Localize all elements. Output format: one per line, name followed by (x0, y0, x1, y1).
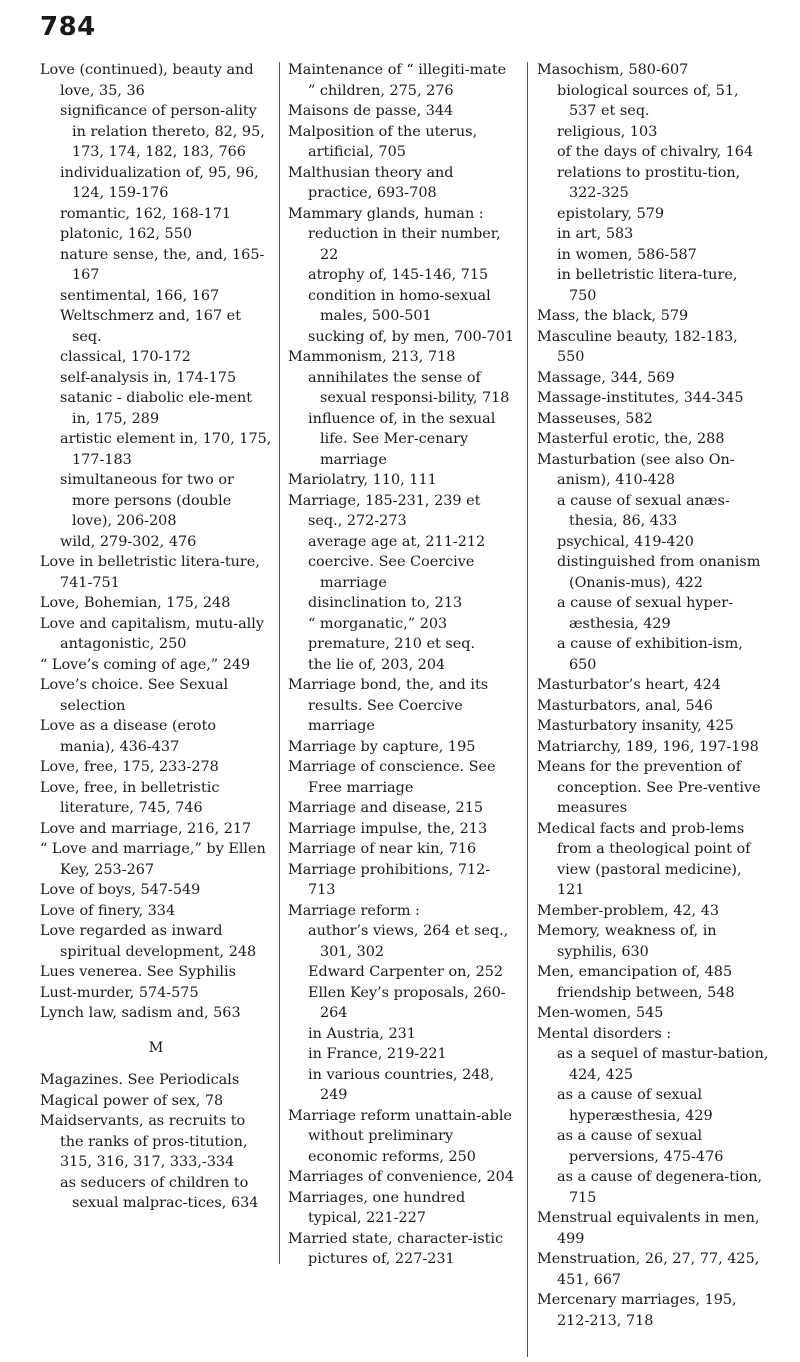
index-entry: Masochism, 580-607 (537, 62, 689, 78)
index-subentry: in Austria, 231 (308, 1025, 416, 1042)
index-subentry: epistolary, 579 (557, 205, 665, 222)
index-entry: Masturbatory insanity, 425 (537, 718, 734, 734)
index-entry: Marriage, 185-231, 239 et seq., 272-273 (288, 492, 481, 529)
index-subentry: atrophy of, 145-146, 715 (308, 267, 489, 283)
index-entry: Marriage impulse, the, 213 (288, 820, 488, 837)
index-entry: Marriage of conscience. See Free marriage (288, 759, 496, 796)
index-subentry: satanic - diabolic ele-ment in, 175, 289 (60, 390, 253, 427)
index-entry: Love as a disease (eroto mania), 436-437 (40, 718, 217, 755)
index-entry: Menstrual equivalents in men, 499 (537, 1210, 760, 1247)
index-subentry: Ellen Key’s proposals, 260-264 (308, 984, 506, 1021)
index-subentry: Edward Carpenter on, 252 (308, 964, 504, 980)
index-subentry: in various countries, 248, 249 (308, 1066, 495, 1103)
index-entry: Memory, weakness of, in syphilis, 630 (537, 923, 717, 960)
index-entry: Masseuses, 582 (537, 410, 653, 427)
index-entry: Mariolatry, 110, 111 (288, 472, 437, 488)
index-entry: Mental disorders : (537, 1025, 672, 1042)
index-entry: Lynch law, sadism and, 563 (40, 1005, 241, 1021)
index-entry: Men, emancipation of, 485 (537, 964, 733, 980)
index-subentry: disinclination to, 213 (308, 595, 463, 611)
index-entry: Lues venerea. See Syphilis (40, 964, 236, 980)
index-subentry: biological sources of, 51, 537 et seq. (557, 82, 739, 119)
index-subentry: a cause of sexual anæs-thesia, 86, 433 (557, 492, 730, 529)
index-subentry: classical, 170-172 (60, 349, 191, 365)
index-subentry: in art, 583 (557, 226, 634, 242)
index-subentry: reduction in their number, 22 (308, 226, 501, 263)
column-rule-1 (279, 62, 280, 1264)
index-entry: Malposition of the uterus, artificial, 705 (288, 123, 478, 160)
index-entry: Masturbation (see also On-anism), 410-428 (537, 451, 735, 488)
index-subentry: as a cause of degenera-tion, 715 (557, 1169, 763, 1206)
index-subentry: distinguished from onanism (Onanis-mus), 422 (557, 554, 761, 591)
index-entry: Maidservants, as recruits to the ranks of pros-titution, 315, 316, 317, 333,-334 (40, 1113, 248, 1170)
index-subentry: as a cause of sexual perversions, 475-476 (557, 1128, 724, 1165)
index-subentry: religious, 103 (557, 123, 658, 140)
index-entry: Men-women, 545 (537, 1005, 664, 1021)
index-subentry: nature sense, the, and, 165-167 (60, 246, 265, 283)
index-entry: Means for the prevention of conception. See Pre-ventive measures (537, 759, 761, 816)
index-entry: “ Love and marriage,” by Ellen Key, 253-267 (40, 841, 266, 878)
index-entry: Marriages of convenience, 204 (288, 1169, 514, 1185)
index-entry: Love, free, in belletristic literature, 745, 746 (40, 779, 220, 816)
index-subentry: individualization of, 95, 96, 124, 159-176 (60, 164, 259, 201)
index-entry: Love and capitalism, mutu-ally antagonistic, 250 (40, 615, 265, 652)
index-entry: Medical facts and prob-lems from a theological point of view (pastoral medicine), 121 (537, 820, 751, 898)
index-column-1 (40, 60, 272, 1214)
index-subentry: as seducers of children to sexual malprac-tices, 634 (60, 1174, 259, 1211)
index-entry: Love’s choice. See Sexual selection (40, 677, 229, 714)
index-subentry: a cause of sexual hyper-æsthesia, 429 (557, 595, 734, 632)
page-number: 784 (40, 12, 96, 42)
index-subentry: sucking of, by men, 700-701 (308, 328, 515, 345)
index-subentry: wild, 279-302, 476 (60, 533, 197, 550)
index-entry: Love, Bohemian, 175, 248 (40, 595, 231, 611)
index-subentry: self-analysis in, 174-175 (60, 369, 237, 386)
index-entry: Marriage by capture, 195 (288, 738, 476, 755)
index-subentry: condition in homo-sexual males, 500-501 (308, 287, 491, 324)
index-entry: Menstruation, 26, 27, 77, 425, 451, 667 (537, 1251, 760, 1288)
index-entry: Mercenary marriages, 195, 212-213, 718 (537, 1292, 737, 1329)
index-subentry: author’s views, 264 et seq., 301, 302 (308, 923, 509, 960)
index-entry: Mammary glands, human : (288, 205, 484, 222)
index-entry: Love regarded as inward spiritual development, 248 (40, 923, 257, 960)
index-subentry: of the days of chivalry, 164 (557, 144, 754, 160)
index-subentry: influence of, in the sexual life. See Mer-cenary marriage (308, 410, 496, 468)
index-subentry: sentimental, 166, 167 (60, 287, 220, 304)
index-entry: Masculine beauty, 182-183, 550 (537, 328, 738, 365)
column-rule-2 (527, 62, 528, 1357)
index-entry: Marriage bond, the, and its results. See Coercive marriage (288, 677, 489, 734)
index-subentry: premature, 210 et seq. (308, 636, 476, 652)
index-subentry: artistic element in, 170, 175, 177-183 (60, 431, 272, 468)
index-subentry: platonic, 162, 550 (60, 226, 193, 242)
index-subentry: friendship between, 548 (557, 984, 735, 1001)
index-entry: Love, free, 175, 233-278 (40, 759, 219, 775)
index-subentry: Weltschmerz and, 167 et seq. (60, 308, 241, 345)
index-entry: Lust-murder, 574-575 (40, 984, 199, 1001)
index-subentry: as a sequel of mastur-bation, 424, 425 (557, 1046, 769, 1083)
index-entry: Member-problem, 42, 43 (537, 902, 720, 919)
index-entry: Mass, the black, 579 (537, 308, 689, 324)
index-entry: Marriage prohibitions, 712-713 (288, 861, 491, 898)
index-entry: Magical power of sex, 78 (40, 1092, 224, 1109)
section-letter: M (148, 1039, 164, 1056)
index-subentry: average age at, 211-212 (308, 533, 486, 550)
index-subentry: romantic, 162, 168-171 (60, 205, 232, 222)
index-entry: Marriages, one hundred typical, 221-227 (288, 1189, 466, 1226)
index-entry: Love (continued), beauty and love, 35, 36 (40, 62, 254, 99)
index-entry: Love of boys, 547-549 (40, 882, 201, 898)
index-subentry: annihilates the sense of sexual responsi-bility, 718 (308, 369, 510, 406)
index-subentry: coercive. See Coercive marriage (308, 554, 475, 591)
index-subentry: “ morganatic,” 203 (308, 615, 448, 632)
index-subentry: as a cause of sexual hyperæsthesia, 429 (557, 1087, 713, 1124)
index-subentry: the lie of, 203, 204 (308, 656, 446, 673)
index-entry: Marriage reform : (288, 902, 420, 919)
index-entry: “ Love’s coming of age,” 249 (40, 656, 251, 673)
index-entry: Magazines. See Periodicals (40, 1072, 240, 1088)
index-subentry: simultaneous for two or more persons (double love), 206-208 (60, 472, 234, 529)
index-subentry: a cause of exhibition-ism, 650 (557, 636, 743, 673)
index-subentry: in France, 219-221 (308, 1046, 447, 1062)
index-entry: Love and marriage, 216, 217 (40, 820, 252, 837)
index-column-3 (537, 60, 769, 1331)
index-entry: Maintenance of “ illegiti-mate ” children, 275, 276 (288, 62, 507, 99)
index-entry: Maisons de passe, 344 (288, 103, 454, 119)
index-entry: Massage-institutes, 344-345 (537, 390, 744, 406)
index-entry: Masturbator’s heart, 424 (537, 677, 721, 693)
index-entry: Married state, character-istic pictures of, 227-231 (288, 1230, 504, 1267)
index-entry: Masterful erotic, the, 288 (537, 431, 725, 447)
index-entry: Matriarchy, 189, 196, 197-198 (537, 738, 759, 755)
index-entry: Malthusian theory and practice, 693-708 (288, 164, 454, 201)
index-subentry: psychical, 419-420 (557, 533, 694, 550)
index-subentry: in women, 586-587 (557, 246, 697, 263)
index-entry: Marriage and disease, 215 (288, 800, 484, 816)
index-entry: Love of finery, 334 (40, 902, 176, 919)
index-entry: Marriage reform unattain-able without preliminary economic reforms, 250 (288, 1107, 512, 1165)
index-entry: Love in belletristic litera-ture, 741-751 (40, 554, 260, 591)
index-subentry: in belletristic litera-ture, 750 (557, 267, 738, 304)
index-entry: Marriage of near kin, 716 (288, 841, 477, 857)
index-entry: Masturbators, anal, 546 (537, 697, 713, 714)
index-subentry: significance of person-ality in relation thereto, 82, 95, 173, 174, 182, 183, 766 (60, 103, 265, 160)
index-column-2 (288, 60, 517, 1270)
index-entry: Massage, 344, 569 (537, 369, 675, 386)
index-entry: Mammonism, 213, 718 (288, 349, 456, 365)
index-subentry: relations to prostitu-tion, 322-325 (557, 164, 741, 201)
